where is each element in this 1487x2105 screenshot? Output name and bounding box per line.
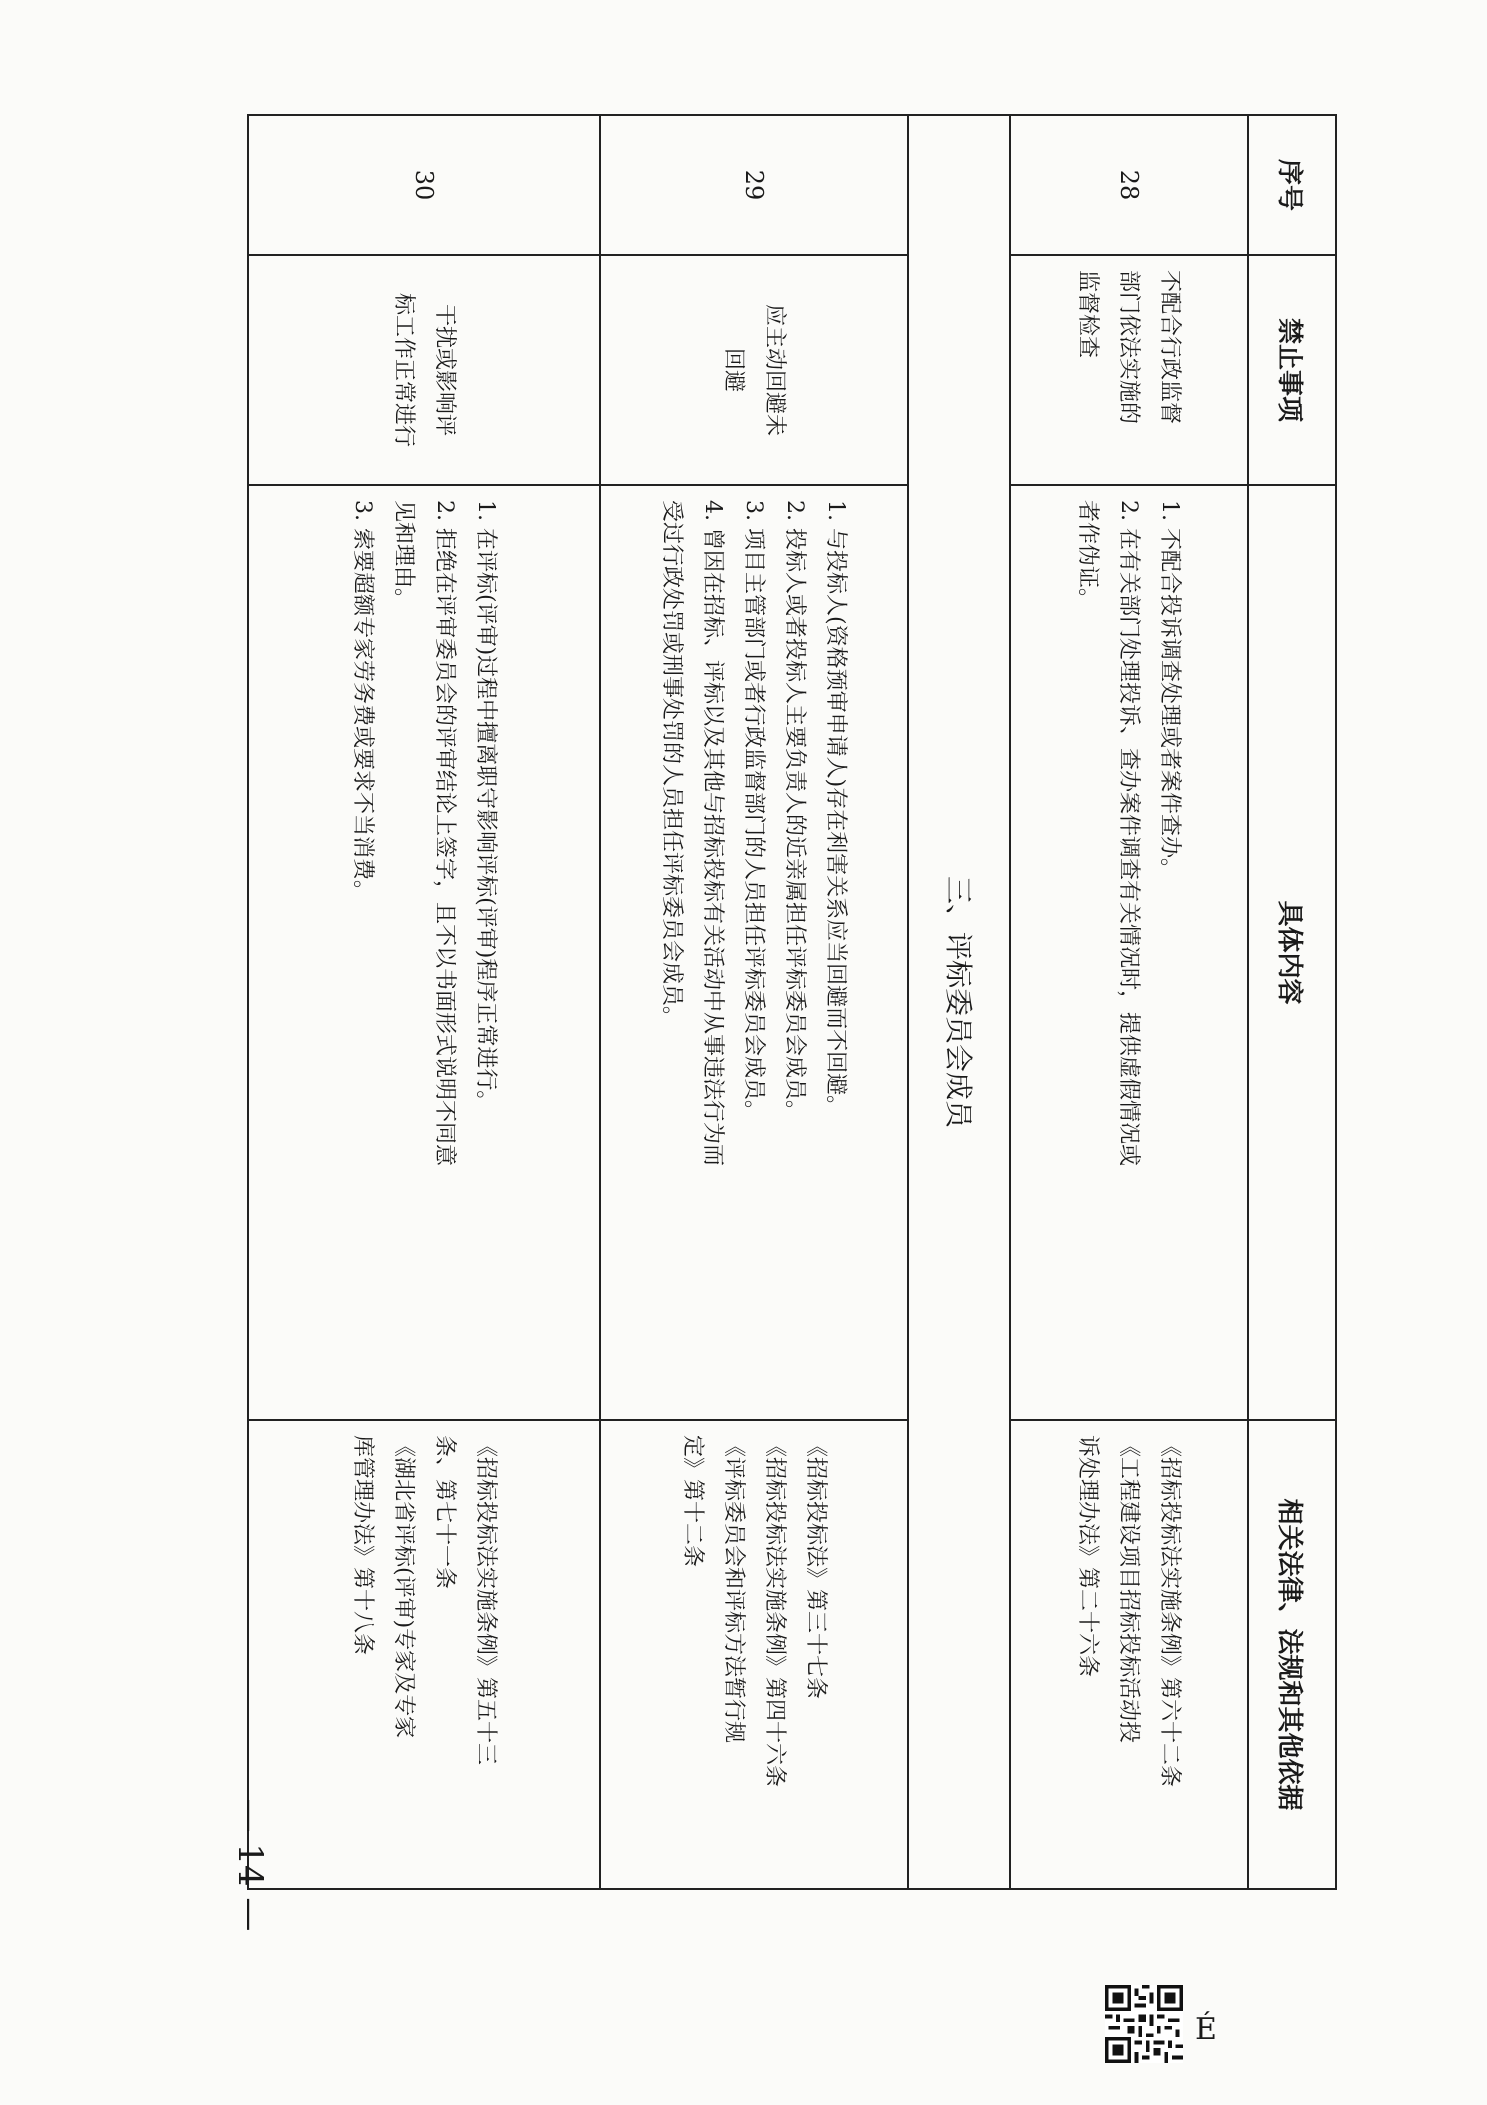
basis-line: 《招标投标法》第三十七条 [803,1435,828,1700]
row-item [600,255,908,485]
item-line: 不配合行政监督 [1157,270,1183,425]
basis-line: 《评标委员会和评标方法暂行规 [721,1435,746,1744]
page-number [200,1765,360,1965]
row-item [1010,255,1248,485]
row-content [1010,485,1248,1420]
content-line: 1. 不配合投诉调查处理或者案件查办。 [1157,500,1183,880]
content-line: 见和理由。 [391,500,416,611]
table-row-29 [600,115,908,1889]
item-line: 回避 [721,347,746,392]
content-line: 2. 在有关部门处理投诉、查办案件调查有关情况时，提供虚假情况或 [1116,500,1142,1166]
header-basis: 相关法律、法规和其他依据 [1248,1420,1336,1889]
prohibitions-table [247,114,1337,1890]
basis-line: 《工程建设项目招标投标活动投 [1116,1435,1142,1744]
content-line: 1. 在评标(评审)过程中擅离职守影响评标(评审)程序正常进行。 [473,500,498,1113]
basis-line: 《招标投标法实施条例》第六十二条 [1157,1435,1183,1788]
item-line: 监督检查 [1075,270,1101,359]
basis-line: 库管理办法》第十八条 [350,1435,375,1656]
item-line: 标工作正常进行 [391,292,416,447]
header-item: 禁止事项 [1248,255,1336,485]
row-index: 30 [248,115,600,255]
item-line: 部门依法实施的 [1116,270,1142,425]
qr-code-icon [1105,1985,1183,2063]
corner-glyph: É [1195,2012,1217,2047]
row-index: 28 [1010,115,1248,255]
table-row-28 [1010,115,1248,1889]
item-line: 干扰或影响评 [432,303,457,436]
row-item [248,255,600,485]
header-content: 具体内容 [1248,485,1336,1420]
rotated-table-container [247,114,1337,1888]
content-line: 受过行政处罚或刑事处罚的人员担任评标委员会成员。 [659,500,685,1029]
basis-line: 条、第七十一条 [432,1435,457,1590]
content-line: 2. 投标人或者投标人主要负责人的近亲属担任评标委员会成员。 [782,500,808,1122]
page-number-text: — 14 — [230,1798,270,1932]
section-row [908,115,1010,1889]
row-basis [600,1420,908,1889]
basis-line: 《招标投标法实施条例》第五十三 [473,1435,498,1766]
basis-line: 《招标投标法实施条例》第四十六条 [762,1435,787,1788]
header-index: 序号 [1248,115,1336,255]
basis-line: 《湖北省评标(评审)专家及专家 [391,1435,416,1739]
section-title: 三、评标委员会成员 [908,115,1010,1889]
content-line: 3. 索要超额专家劳务费或要求不当消费。 [350,500,375,902]
row-index: 29 [600,115,908,255]
content-line: 4. 曾因在招标、评标以及其他与招标投标有关活动中从事违法行为而 [700,500,726,1166]
row-basis [1010,1420,1248,1889]
item-line: 应主动回避未 [762,303,787,436]
basis-line: 定》第十二条 [680,1435,705,1568]
content-line: 2. 拒绝在评审委员会的评审结论上签字，且不以书面形式说明不同意 [432,500,457,1166]
table-row-30 [248,115,600,1889]
content-line: 者作伪证。 [1075,500,1101,611]
basis-line: 诉处理办法》第二十六条 [1075,1435,1101,1678]
content-line: 1. 与投标人(资格预审申请人)存在利害关系应当回避而不回避。 [823,500,849,1118]
row-content [600,485,908,1420]
table-header-row [1248,115,1336,1889]
content-line: 3. 项目主管部门或者行政监督部门的人员担任评标委员会成员。 [741,500,767,1122]
row-content [248,485,600,1420]
